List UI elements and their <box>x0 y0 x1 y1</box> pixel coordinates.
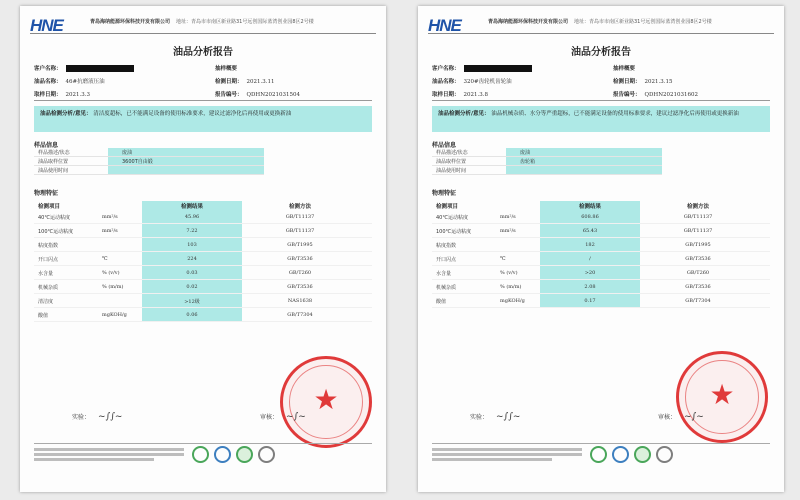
header-divider <box>30 33 376 34</box>
sampling-date-row: 取样日期： 2021.3.3 <box>34 92 91 98</box>
table-row: 水含量 % (v/v) >20 GB/T260 <box>432 266 770 280</box>
report-title: 油品分析报告 <box>173 47 233 58</box>
sample-section-title: 样品信息 <box>432 142 457 149</box>
report-sheet-1 <box>20 6 386 492</box>
cert-badge-icon <box>214 446 231 463</box>
cert-badge-icon <box>634 446 651 463</box>
table-row: 油品使用时间 <box>432 166 662 175</box>
table-row: 清洁度 >12级 NAS1638 <box>34 294 372 308</box>
table-row: 油品使用时间 <box>34 166 264 175</box>
tester-signature: 实验： ~∫∫~ <box>470 412 521 422</box>
footnote-text <box>34 446 184 470</box>
props-section-title: 物理特征 <box>432 190 457 197</box>
table-row: 粘度指数 103 GB/T1995 <box>34 238 372 252</box>
header-divider <box>428 33 774 34</box>
table-row: 酸值 mgKOH/g 0.06 GB/T7304 <box>34 308 372 322</box>
letterhead <box>30 16 380 38</box>
table-row: 样品描述/状态 废油 <box>34 148 264 157</box>
hne-logo-icon: HNE <box>30 16 63 35</box>
test-results-table <box>432 201 770 308</box>
analysis-advice: 油品检测分析/意见： 清洁度超标，已不能满足设备的使用标准要求，建议过滤净化后再使用或更换新油 <box>34 106 372 132</box>
cert-badge-icon <box>192 446 209 463</box>
footer-divider <box>432 443 770 444</box>
table-row: 油品取样位置 齿轮箱 <box>432 157 662 166</box>
analysis-advice: 油品检测分析/意见： 油品机械杂质、水分等严重超标，已不能满足设备的使用标准要求，建议过滤净化后再使用或更换新油 <box>432 106 770 132</box>
footnote-text <box>432 446 582 470</box>
oil-name-row: 油品名称： 46#抗磨液压油 <box>34 79 105 85</box>
oil-name-row: 油品名称： 320#齿轮机齿轮油 <box>432 79 512 85</box>
client-row: 客户名称： <box>432 64 532 72</box>
report-title: 油品分析报告 <box>571 47 631 58</box>
meta-divider <box>34 100 372 101</box>
client-row: 客户名称： <box>34 64 134 72</box>
sampler-row: 抽样概要 <box>613 66 636 72</box>
reviewer-signature: 审核： ~∫~ <box>658 412 704 422</box>
company-seal-icon: ★ <box>676 351 768 443</box>
company-address: 地址：青岛市市南区新业路31号远创国际蓝湾创业园8区2号楼 <box>176 19 314 25</box>
footer-divider <box>34 443 372 444</box>
table-row: 机械杂质 % (m/m) 2.08 GB/T3536 <box>432 280 770 294</box>
table-header: 检测项目 检测结果 检测方法 <box>432 201 770 210</box>
meta-divider <box>432 100 770 101</box>
table-row: 100℃运动粘度 mm²/s 7.22 GB/T11137 <box>34 224 372 238</box>
cert-badge-icon <box>656 446 673 463</box>
sampling-date-row: 取样日期： 2021.3.8 <box>432 92 489 98</box>
redacted-block <box>464 65 532 72</box>
company-name: 青岛海纳能源环保科技开发有限公司 <box>488 19 569 25</box>
company-address: 地址：青岛市市南区新业路31号远创国际蓝湾创业园8区2号楼 <box>574 19 712 25</box>
table-row: 粘度指数 182 GB/T1995 <box>432 238 770 252</box>
table-row: 样品描述/状态 废油 <box>432 148 662 157</box>
sample-info-table <box>432 148 662 175</box>
table-row: 40℃运动粘度 mm²/s 608.86 GB/T11137 <box>432 210 770 224</box>
table-row: 酸值 mgKOH/g 0.17 GB/T7304 <box>432 294 770 308</box>
sampler-row: 抽样概要 <box>215 66 238 72</box>
table-header: 检测项目 检测结果 检测方法 <box>34 201 372 210</box>
certification-badges <box>590 446 678 467</box>
company-name: 青岛海纳能源环保科技开发有限公司 <box>90 19 171 25</box>
company-seal-icon: ★ <box>280 356 372 448</box>
report-no-row: 报告编号： QDHN2021031602 <box>613 92 699 98</box>
cert-badge-icon <box>612 446 629 463</box>
report-no-row: 报告编号： QDHN2021031504 <box>215 92 301 98</box>
letterhead <box>428 16 778 38</box>
test-results-table <box>34 201 372 322</box>
table-row: 开口闪点 ℃ / GB/T3536 <box>432 252 770 266</box>
hne-logo-icon: HNE <box>428 16 461 35</box>
cert-badge-icon <box>258 446 275 463</box>
table-row: 油品取样位置 3600T自由锻 <box>34 157 264 166</box>
table-row: 开口闪点 ℃ 224 GB/T3536 <box>34 252 372 266</box>
table-row: 水含量 % (v/v) 0.03 GB/T260 <box>34 266 372 280</box>
table-row: 机械杂质 % (m/m) 0.02 GB/T3536 <box>34 280 372 294</box>
report-sheet-2 <box>418 6 784 492</box>
redacted-block <box>66 65 134 72</box>
table-row: 40℃运动粘度 mm²/s 45.96 GB/T11137 <box>34 210 372 224</box>
sample-section-title: 样品信息 <box>34 142 59 149</box>
tester-signature: 实验： ~∫∫~ <box>72 412 123 422</box>
sample-info-table <box>34 148 264 175</box>
test-date-row: 检测日期： 2021.3.15 <box>613 79 673 85</box>
certification-badges <box>192 446 280 467</box>
cert-badge-icon <box>236 446 253 463</box>
reviewer-signature: 审核： ~∫~ <box>260 412 306 422</box>
table-row: 100℃运动粘度 mm²/s 65.43 GB/T11137 <box>432 224 770 238</box>
test-date-row: 检测日期： 2021.3.11 <box>215 79 275 85</box>
props-section-title: 物理特征 <box>34 190 59 197</box>
cert-badge-icon <box>590 446 607 463</box>
